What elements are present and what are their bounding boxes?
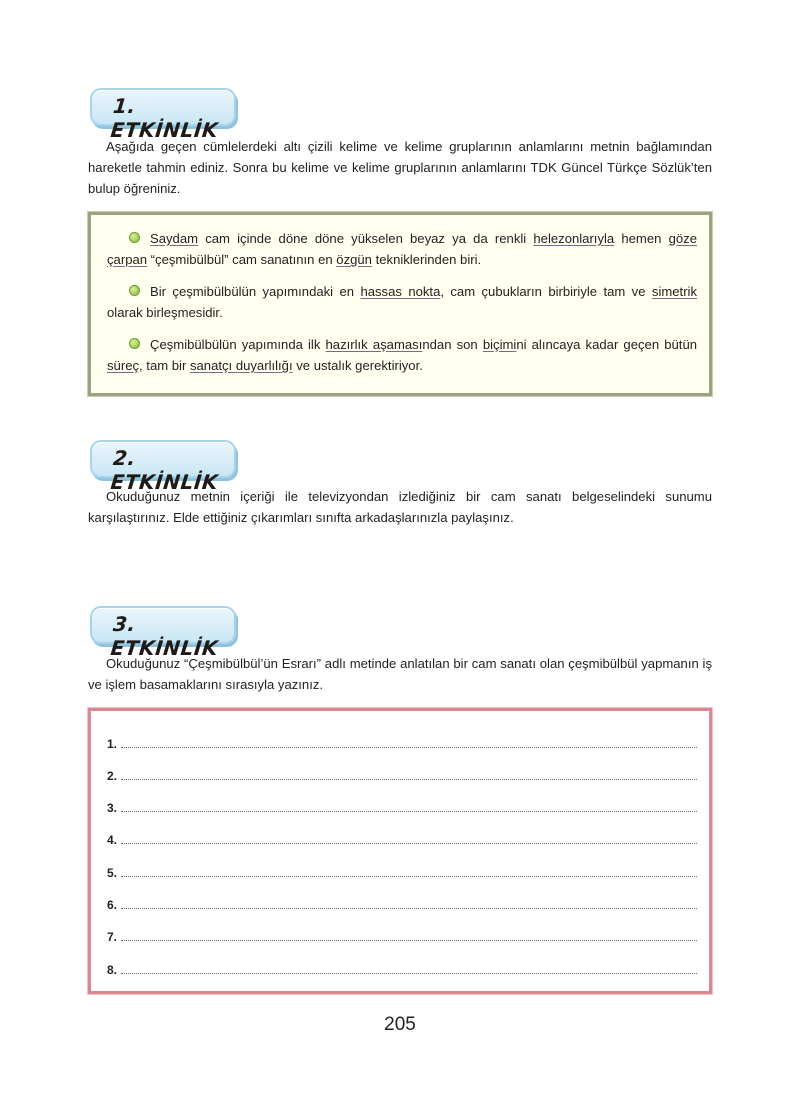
underlined-word: hassas nokta — [360, 284, 441, 299]
dotted-line — [121, 832, 697, 844]
underlined-word: biçimi — [482, 337, 517, 352]
activity-3-title: 3. ETKİNLİK — [109, 612, 220, 660]
activity-1-badge — [90, 88, 236, 142]
green-bullet-icon — [129, 338, 140, 349]
underlined-word: hazırlık aşaması — [325, 337, 423, 352]
activity-2-badge — [90, 440, 236, 494]
answer-line[interactable]: 8. — [107, 962, 697, 978]
activity-1-instruction: Aşağıda geçen cümlelerdeki altı çizili kelime ve kelime gruplarının anlamlarını metnin bağlamından hareketle tahmin ediniz. Sonra bu kelime ve kelime gruplarının anlamlarını TDK Güncel Türkçe Sözlük’ten bulup öğreniniz. — [88, 139, 712, 196]
underlined-word: Saydam — [150, 231, 199, 246]
dotted-line — [121, 736, 697, 748]
underlined-word: özgün — [336, 252, 372, 267]
underlined-word: süreç — [107, 358, 140, 373]
answer-line[interactable]: 3. — [107, 800, 697, 816]
activity-1-sentence-box — [88, 212, 712, 396]
green-bullet-icon — [129, 232, 140, 243]
dotted-line — [121, 768, 697, 780]
dotted-line — [121, 962, 697, 974]
answer-line[interactable]: 2. — [107, 768, 697, 784]
answer-line[interactable]: 5. — [107, 865, 697, 881]
activity-2-instruction: Okuduğunuz metnin içeriği ile televizyondan izlediğiniz bir cam sanatı belgeselindeki sunumu karşılaştırınız. Elde ettiğiniz çıkarımları sınıfta arkadaşlarınızla paylaşınız. — [88, 489, 712, 525]
answer-line[interactable]: 4. — [107, 832, 697, 848]
page-number: 205 — [384, 1014, 416, 1035]
answer-line[interactable]: 7. — [107, 929, 697, 945]
underlined-word: helezonlarıyla — [533, 231, 615, 246]
underlined-word: sanatçı duyarlılığı — [189, 358, 293, 373]
activity-1-title: 1. ETKİNLİK — [109, 94, 220, 142]
underlined-word: göze çarpan — [107, 231, 697, 267]
activity-3-answer-box — [88, 708, 712, 994]
dotted-line — [121, 865, 697, 877]
underlined-word: simetrik — [651, 284, 698, 299]
sentence-1: Saydam cam içinde döne döne yükselen beyaz ya da renkli helezonlarıyla hemen göze çarpan “çeşmibülbül” cam sanatının en özgün tekniklerinden biri. — [107, 231, 697, 267]
sentence-2: Bir çeşmibülbülün yapımındaki en hassas nokta, cam çubukların birbiriyle tam ve simetrik olarak birleşmesidir. — [107, 284, 698, 320]
activity-3-badge — [90, 606, 236, 660]
dotted-line — [121, 929, 697, 941]
green-bullet-icon — [129, 285, 140, 296]
sentence-3: Çeşmibülbülün yapımında ilk hazırlık aşamasından son biçimini alıncaya kadar geçen bütün süreç, tam bir sanatçı duyarlılığı ve ustalık gerektiriyor. — [107, 337, 698, 373]
dotted-line — [121, 800, 697, 812]
dotted-line — [121, 897, 697, 909]
answer-line[interactable]: 1. — [107, 736, 697, 752]
activity-3-instruction: Okuduğunuz “Çeşmibülbül’ün Esrarı” adlı metinde anlatılan bir cam sanatı olan çeşmibülbül yapmanın iş ve işlem basamaklarını sırasıyla yazınız. — [88, 656, 712, 692]
activity-2-title: 2. ETKİNLİK — [109, 446, 220, 494]
answer-line[interactable]: 6. — [107, 897, 697, 913]
